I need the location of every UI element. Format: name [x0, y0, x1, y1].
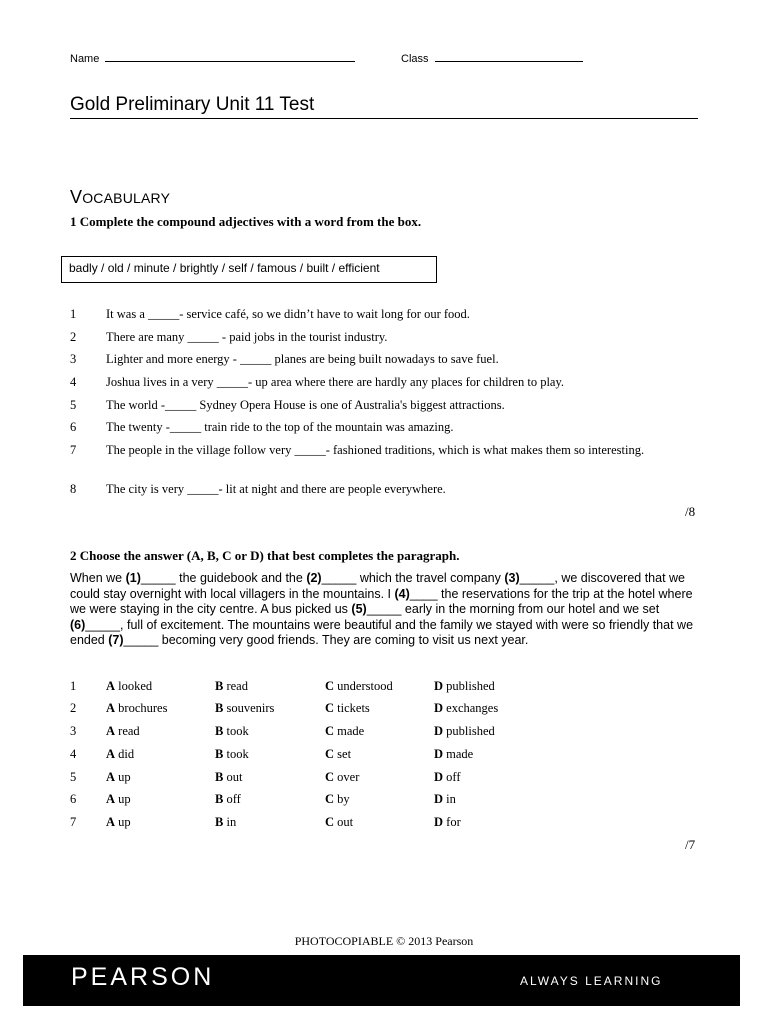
word-box: badly / old / minute / brightly / self / famous / built / efficient	[61, 256, 437, 283]
gap-number: (7)	[108, 633, 124, 648]
question-text: The people in the village follow very _____- fashioned traditions, which is what makes them so interesting.	[106, 443, 645, 457]
copyright-notice: PHOTOCOPIABLE © 2013 Pearson	[294, 934, 474, 948]
option-letter: D	[434, 679, 444, 693]
question-text: It was a _____- service café, so we didn’t have to wait long for our food.	[106, 307, 470, 321]
option-c[interactable]	[325, 679, 393, 694]
option-letter: D	[434, 724, 444, 738]
option-word: off	[443, 770, 461, 784]
paragraph-text: _____, we discovered that we could stay overnight with local villagers in the mountains. I	[70, 571, 686, 601]
option-row-number: 5	[70, 770, 77, 784]
option-letter: C	[325, 747, 335, 761]
title-divider	[70, 118, 698, 119]
option-letter: C	[325, 815, 335, 829]
page-title: Gold Preliminary Unit 11 Test	[70, 94, 315, 115]
exercise2-score: /7	[685, 837, 696, 852]
option-letter: A	[106, 724, 116, 738]
section-heading-initial: V	[70, 187, 83, 207]
option-d[interactable]	[434, 815, 461, 830]
option-word: in	[223, 815, 237, 829]
option-a[interactable]	[106, 679, 152, 694]
name-label: Name	[70, 53, 100, 65]
option-letter: A	[106, 747, 116, 761]
gap-number: (5)	[351, 602, 367, 617]
option-letter: A	[106, 815, 116, 829]
option-d[interactable]	[434, 724, 495, 739]
option-d[interactable]	[434, 792, 456, 807]
option-letter: B	[215, 701, 224, 715]
option-letter: A	[106, 679, 116, 693]
gap-number: (1)	[125, 571, 141, 585]
gap-number: (4)	[394, 586, 410, 601]
option-a[interactable]	[106, 770, 131, 785]
option-word: by	[334, 792, 350, 806]
option-row	[70, 724, 570, 742]
option-word: up	[115, 770, 131, 784]
option-word: published	[443, 679, 495, 693]
option-letter: D	[434, 815, 444, 829]
option-word: set	[334, 747, 352, 761]
paragraph-text: _____ early in the morning from our hotel and we set	[366, 602, 660, 617]
option-row	[70, 815, 570, 833]
option-letter: C	[325, 724, 335, 738]
option-word: made	[334, 724, 365, 738]
option-word: understood	[334, 679, 393, 693]
option-word: off	[223, 792, 241, 806]
option-a[interactable]	[106, 815, 131, 830]
question-text: The world -_____ Sydney Opera House is one of Australia's biggest attractions.	[106, 398, 505, 412]
paragraph-text: _____ becoming very good friends. They are coming to visit us next year.	[123, 633, 529, 648]
option-c[interactable]	[325, 724, 364, 739]
class-blank[interactable]	[435, 60, 583, 62]
option-letter: A	[106, 701, 116, 715]
option-word: took	[223, 747, 249, 761]
option-d[interactable]	[434, 747, 473, 762]
option-letter: D	[434, 792, 444, 806]
question-number: 3	[70, 352, 77, 366]
option-a[interactable]	[106, 701, 167, 716]
paragraph-text: _____ the guidebook and the	[140, 571, 307, 585]
question-number: 8	[70, 482, 77, 496]
option-b[interactable]	[215, 724, 249, 739]
option-a[interactable]	[106, 724, 140, 739]
option-c[interactable]	[325, 770, 359, 785]
option-letter: C	[325, 770, 335, 784]
option-letter: D	[434, 770, 444, 784]
option-word: up	[115, 792, 131, 806]
option-d[interactable]	[434, 770, 461, 785]
question-text: The city is very _____- lit at night and there are people everywhere.	[106, 482, 446, 496]
option-row-number: 1	[70, 679, 77, 693]
option-letter: C	[325, 701, 335, 715]
option-word: published	[443, 724, 495, 738]
option-c[interactable]	[325, 815, 353, 830]
option-d[interactable]	[434, 679, 495, 694]
option-word: out	[223, 770, 243, 784]
option-word: read	[223, 679, 248, 693]
option-b[interactable]	[215, 747, 249, 762]
option-c[interactable]	[325, 747, 351, 762]
exercise2-paragraph	[70, 571, 698, 649]
question-text: There are many _____ - paid jobs in the tourist industry.	[106, 330, 388, 344]
question-number: 6	[70, 420, 77, 434]
question-number: 7	[70, 443, 77, 457]
option-row	[70, 701, 570, 719]
section-heading-rest: OCABULARY	[82, 190, 171, 206]
option-row	[70, 679, 570, 697]
option-row-number: 7	[70, 815, 77, 829]
option-b[interactable]	[215, 770, 242, 785]
option-word: for	[443, 815, 461, 829]
option-letter: D	[434, 701, 444, 715]
option-c[interactable]	[325, 701, 370, 716]
question-number: 1	[70, 307, 77, 321]
gap-number: (6)	[70, 617, 86, 632]
option-word: out	[334, 815, 354, 829]
option-word: read	[115, 724, 140, 738]
option-letter: B	[215, 770, 224, 784]
option-d[interactable]	[434, 701, 498, 716]
option-word: brochures	[115, 701, 168, 715]
question-text: Joshua lives in a very _____- up area where there are hardly any places for children to play.	[106, 375, 565, 389]
option-letter: B	[215, 747, 224, 761]
option-letter: C	[325, 679, 335, 693]
class-label: Class	[401, 53, 429, 65]
option-b[interactable]	[215, 679, 248, 694]
option-word: over	[334, 770, 360, 784]
paragraph-text: When we	[70, 571, 126, 585]
question-number: 5	[70, 398, 77, 412]
option-b[interactable]	[215, 792, 241, 807]
option-word: took	[223, 724, 249, 738]
option-word: exchanges	[443, 701, 499, 715]
option-word: tickets	[334, 701, 370, 715]
option-row-number: 2	[70, 701, 77, 715]
option-word: up	[115, 815, 131, 829]
option-c[interactable]	[325, 792, 350, 807]
option-b[interactable]	[215, 815, 236, 830]
exercise2-instruction: 2 Choose the answer (A, B, C or D) that best completes the paragraph.	[70, 548, 460, 563]
option-letter: C	[325, 792, 335, 806]
question-number: 4	[70, 375, 77, 389]
name-field	[70, 53, 355, 65]
option-row	[70, 747, 570, 765]
gap-number: (2)	[306, 571, 322, 585]
option-row-number: 4	[70, 747, 77, 761]
question-text: The twenty -_____ train ride to the top of the mountain was amazing.	[106, 420, 454, 434]
question-number: 2	[70, 330, 77, 344]
option-b[interactable]	[215, 701, 274, 716]
option-letter: A	[106, 770, 116, 784]
gap-number: (3)	[504, 571, 520, 585]
option-a[interactable]	[106, 747, 134, 762]
option-word: did	[115, 747, 135, 761]
exercise1-score: /8	[685, 504, 696, 519]
exercise1-instruction: 1 Complete the compound adjectives with a word from the box.	[70, 214, 422, 229]
option-a[interactable]	[106, 792, 131, 807]
option-word: looked	[115, 679, 153, 693]
option-row-number: 6	[70, 792, 77, 806]
option-row-number: 3	[70, 724, 77, 738]
pearson-logo: PEARSON	[71, 963, 215, 991]
option-word: souvenirs	[223, 701, 275, 715]
option-letter: A	[106, 792, 116, 806]
paragraph-text: ____ the reservations for the trip at the hotel where we were staying in the city centre. A bus picked us	[70, 586, 693, 617]
section-heading	[70, 187, 170, 208]
option-row	[70, 792, 570, 810]
footer-tagline: ALWAYS LEARNING	[520, 974, 663, 988]
option-letter: B	[215, 679, 224, 693]
option-word: in	[443, 792, 456, 806]
class-field	[401, 53, 583, 65]
option-letter: B	[215, 792, 224, 806]
option-row	[70, 770, 570, 788]
question-text: Lighter and more energy - _____ planes are being built nowadays to save fuel.	[106, 352, 499, 366]
option-word: made	[443, 747, 474, 761]
paragraph-text: _____ which the travel company	[321, 571, 505, 585]
name-blank[interactable]	[105, 60, 355, 62]
option-letter: B	[215, 815, 224, 829]
option-letter: B	[215, 724, 224, 738]
option-letter: D	[434, 747, 444, 761]
paragraph-text: _____, full of excitement. The mountains were beautiful and the family we stayed with were so friendly that we ended	[70, 617, 694, 648]
